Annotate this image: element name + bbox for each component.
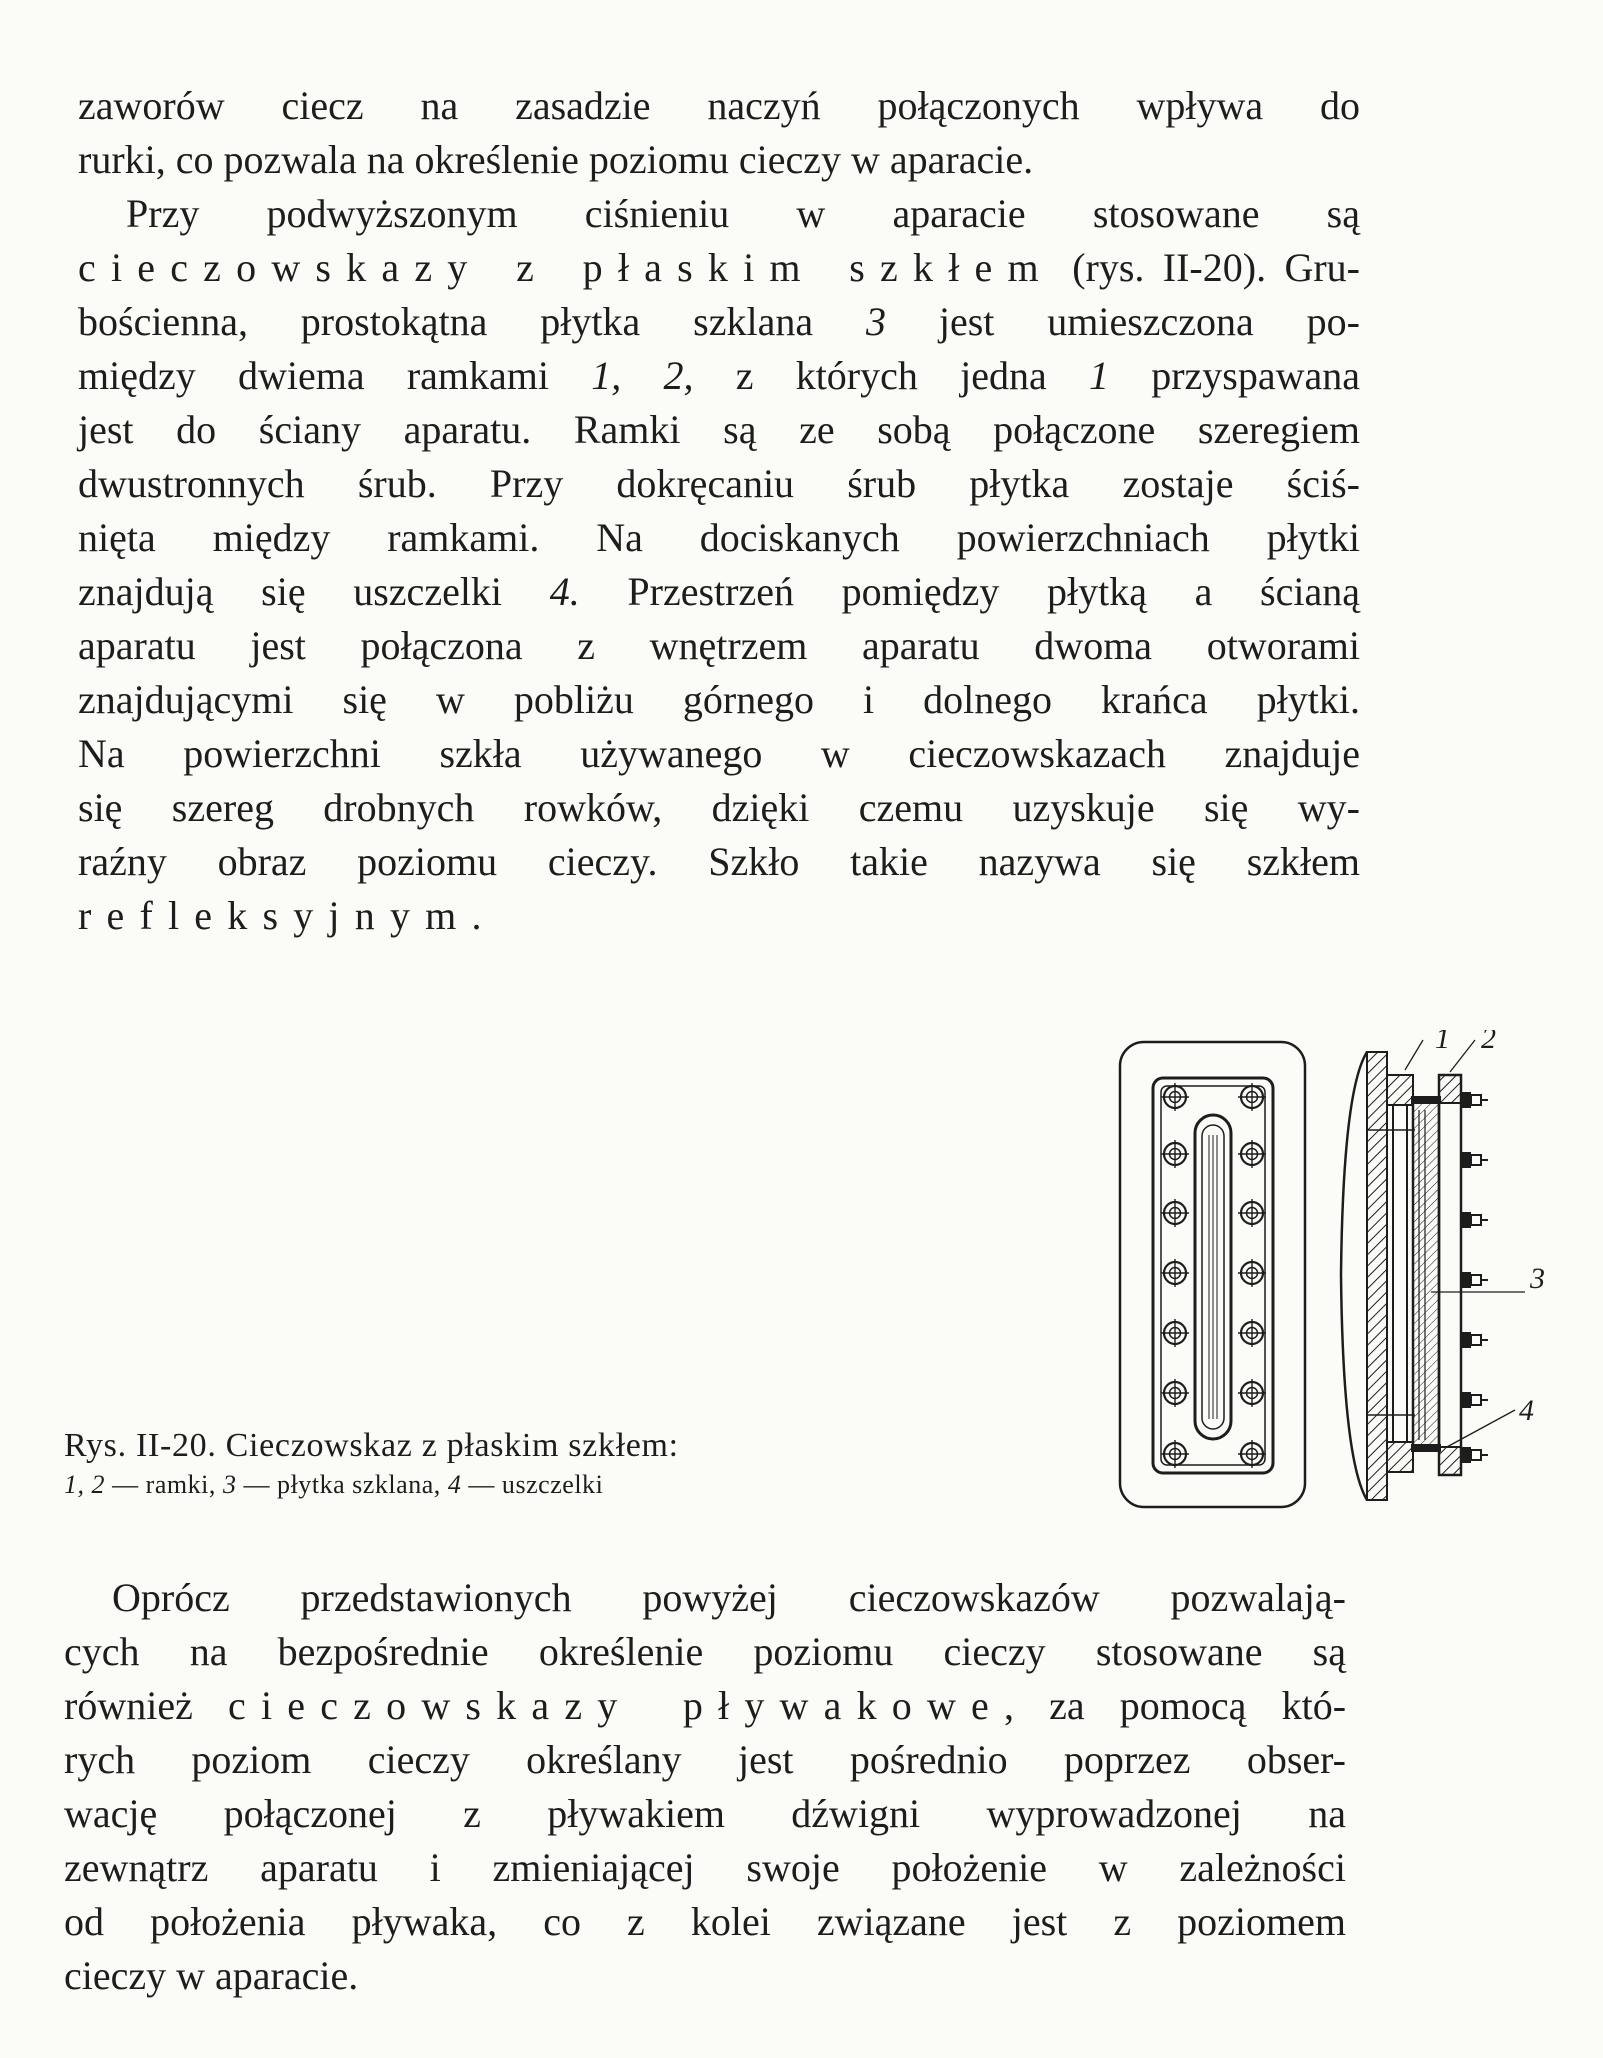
spaced-term: cieczowskazy pływakowe: [227, 1683, 1005, 1728]
text-line: [78, 566, 1360, 618]
text-line: cych na bezpośrednie określenie poziomu cieczy stosowane są: [64, 1629, 1346, 1674]
text-line: raźny obraz poziomu cieczy. Szkło takie nazywa się szkłem: [78, 839, 1360, 884]
text-run: jest umieszczona po-: [885, 299, 1361, 344]
front-view: [1120, 1042, 1305, 1507]
text-run: Przestrzeń pomiędzy płytką a ścianą: [579, 569, 1361, 614]
text-run: znajdują się uszczelki: [78, 569, 550, 614]
text-line: nięta między ramkami. Na dociskanych powierzchniach płytki: [78, 515, 1360, 560]
text-line: zaworów ciecz na zasadzie naczyń połączonych wpływa do: [78, 83, 1360, 128]
legend-number: 1, 2: [64, 1470, 106, 1499]
text-run: również: [64, 1683, 228, 1728]
legend-text: — ramki,: [105, 1470, 223, 1499]
label-1: 1: [1435, 1030, 1450, 1055]
legend-number: 4: [447, 1470, 462, 1499]
section-view: [1341, 1030, 1545, 1500]
text-line: Na powierzchni szkła używanego w cieczowskazach znajduje: [78, 731, 1360, 776]
ref-number: 4.: [549, 569, 580, 614]
text-line: jest do ściany aparatu. Ramki są ze sobą połączone szeregiem: [78, 407, 1360, 452]
drawing-svg: [1105, 1030, 1565, 1535]
text-run: (rys. II-20). Gru-: [1053, 245, 1360, 290]
text-line: Oprócz przedstawionych powyżej cieczowskazów pozwalają-: [112, 1575, 1346, 1620]
legend-number: 3: [222, 1470, 237, 1499]
text-line: [64, 1680, 1346, 1732]
ref-number: 1, 2,: [591, 353, 694, 398]
text-line: [78, 242, 1360, 294]
figure-caption: [64, 1425, 679, 1503]
text-line: zewnątrz aparatu i zmieniającej swoje położenie w zależności: [64, 1845, 1346, 1890]
text-run: bościenna, prostokątna płytka szklana: [78, 299, 866, 344]
text-line: cieczy w aparacie.: [64, 1953, 359, 1998]
text-line: znajdującymi się w pobliżu górnego i dolnego krańca płytki.: [78, 677, 1360, 722]
text-run: przyspawana: [1108, 353, 1360, 398]
text-line: wację połączonej z pływakiem dźwigni wyprowadzonej na: [64, 1791, 1346, 1836]
label-4: 4: [1519, 1394, 1534, 1427]
text-line: aparatu jest połączona z wnętrzem aparatu dwoma otworami: [78, 623, 1360, 668]
legend-text: — płytka szklana,: [236, 1470, 448, 1499]
sight-glass-drawing: [1105, 1030, 1565, 1535]
ref-number: 3: [865, 299, 886, 344]
label-3: 3: [1530, 1262, 1545, 1295]
text-line: dwustronnych śrub. Przy dokręcaniu śrub płytka zostaje ściś-: [78, 461, 1360, 506]
spaced-term: refleksyjnym.: [78, 893, 497, 938]
text-line: rych poziom cieczy określany jest pośrednio poprzez obser-: [64, 1737, 1346, 1782]
legend-text: — uszczelki: [461, 1470, 604, 1499]
text-line: się szereg drobnych rowków, dzięki czemu uzyskuje się wy-: [78, 785, 1360, 830]
text-run: między dwiema ramkami: [78, 353, 592, 398]
text-line: [78, 350, 1360, 402]
caption-legend: [64, 1467, 679, 1503]
text-run: , za pomocą któ-: [1004, 1683, 1347, 1728]
text-run: z których jedna: [693, 353, 1089, 398]
text-line: rurki, co pozwala na określenie poziomu cieczy w aparacie.: [78, 137, 1034, 182]
text-line: od położenia pływaka, co z kolei związane jest z poziomem: [64, 1899, 1346, 1944]
ref-number: 1: [1088, 353, 1109, 398]
label-2: 2: [1481, 1030, 1496, 1055]
spaced-term: cieczowskazy z płaskim szkłem: [78, 245, 1054, 290]
text-line: Przy podwyższonym ciśnieniu w aparacie stosowane są: [126, 191, 1360, 236]
caption-title: Rys. II-20. Cieczowskaz z płaskim szkłem:: [64, 1427, 679, 1464]
text-line: [78, 296, 1360, 348]
